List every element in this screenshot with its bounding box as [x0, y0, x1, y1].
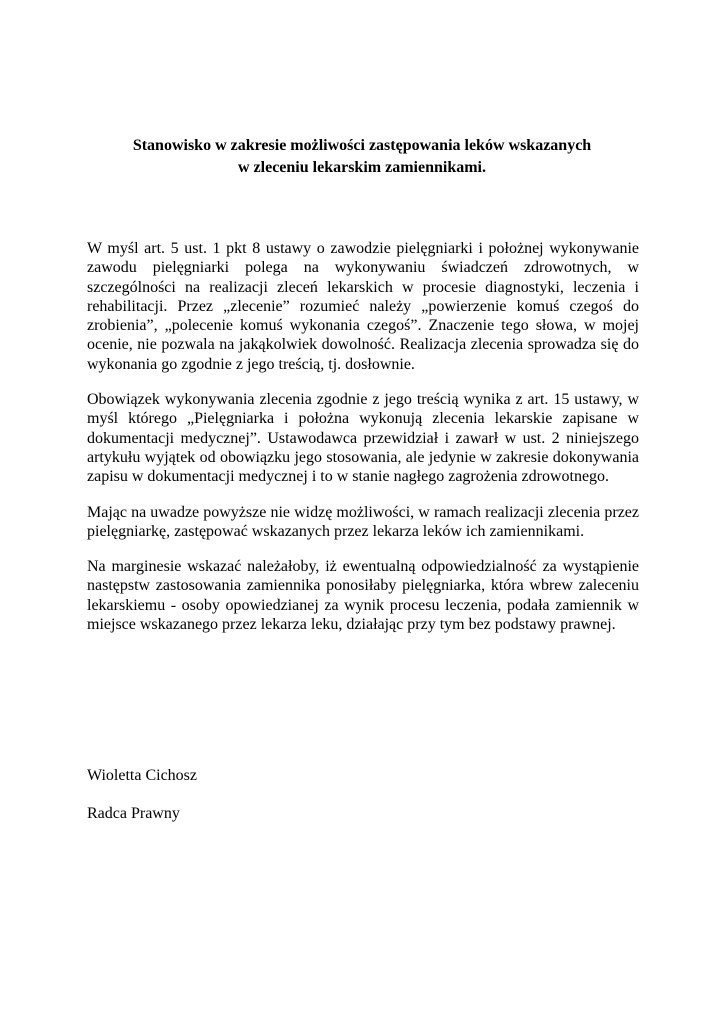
paragraph-2: Obowiązek wykonywania zlecenia zgodnie z jego treścią wynika z art. 15 ustawy, w myśl którego „Pielęgniarka i położna wykonują zlecenia lekarskie zapisane w dokumentacji medycznej”. Ustawodawca przewidział i zawarł w ust. 2 niniejszego artykułu wyjątek od obowiązku jego stosowania, ale jedynie w zakresie dokonywania zapisu w dokumentacji medycznej i to w stanie nagłego zagrożenia zdrowotnego.	[87, 391, 639, 486]
paragraph-3: Mając na uwadze powyższe nie widzę możliwości, w ramach realizacji zlecenia przez pielęgniarkę, zastępować wskazanych przez lekarza leków ich zamiennikami.	[87, 503, 639, 540]
signature-name: Wioletta Cichosz	[87, 767, 197, 784]
paragraph-1: W myśl art. 5 ust. 1 pkt 8 ustawy o zawodzie pielęgniarki i położnej wykonywanie zawodu pielęgniarki polega na wykonywaniu świadczeń zdrowotnych, w szczególności na realizacji zleceń lekarskich w procesie diagnostyki, leczenia i rehabilitacji. Przez „zlecenie” rozumieć należy „powierzenie komuś czegoś do zrobienia”, „polecenie komuś wykonania czegoś”. Znaczenie tego słowa, w mojej ocenie, nie pozwala na jakąkolwiek dowolność. Realizacja zlecenia sprowadza się do wykonania go zgodnie z jego treścią, tj. dosłownie.	[87, 240, 639, 373]
document-body	[87, 239, 639, 650]
signature-role: Radca Prawny	[87, 805, 180, 822]
document-title	[60, 135, 664, 179]
paragraph-4: Na marginesie wskazać należałoby, iż ewentualną odpowiedzialność za wystąpienie następstw zastosowania zamiennika ponosiłaby pielęgniarka, która wbrew zaleceniu lekarskiemu - osoby opowiedzianej za wynik procesu leczenia, podała zamiennik w miejsce wskazanego przez lekarza leku, działając przy tym bez podstawy prawnej.	[87, 558, 639, 634]
title-line-2: w zleceniu lekarskim zamiennikami.	[238, 159, 486, 176]
title-line-1: Stanowisko w zakresie możliwości zastępowania leków wskazanych	[132, 137, 592, 154]
